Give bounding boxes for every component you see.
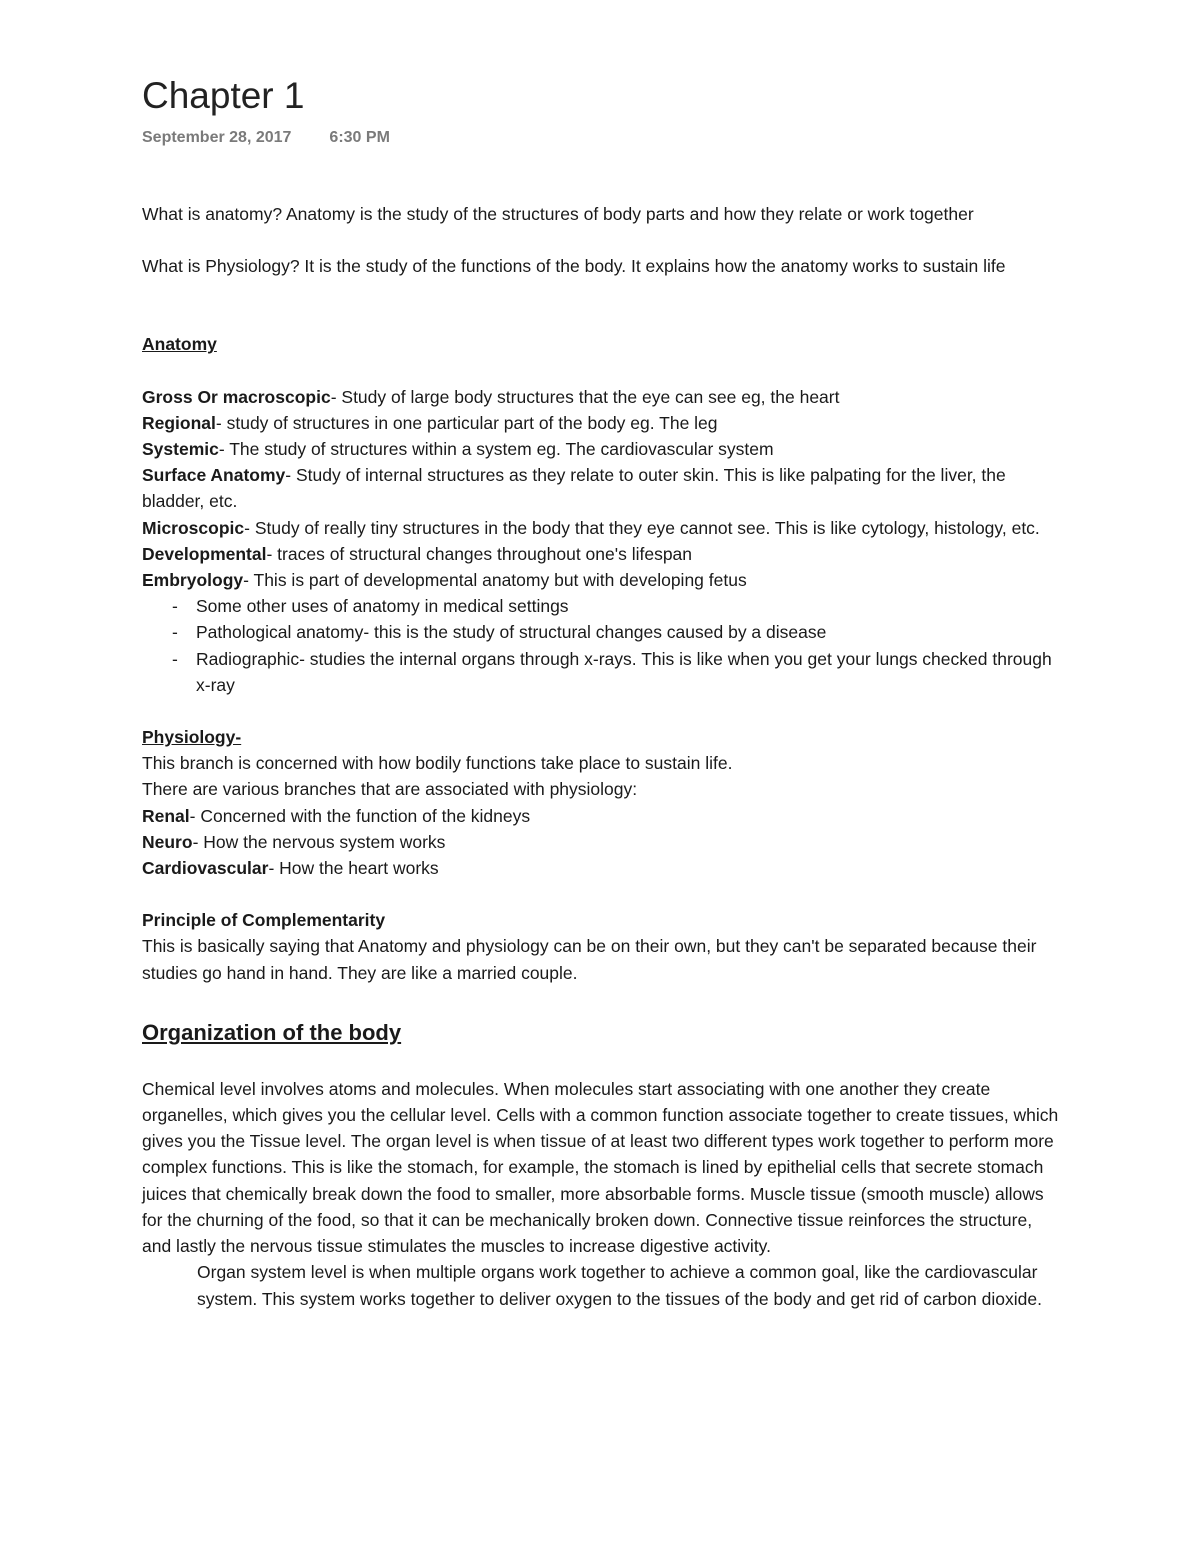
- organization-paragraph: Chemical level involves atoms and molecules. When molecules start associating with one another they create organelles, which gives you the cellular level. Cells with a common function associate together to create tissues, which gives you the Tissue level. The organ level is when tissue of at least two different types work together to perform more complex functions. This is like the stomach, for example, the stomach is lined by epithelial cells that secrete stomach juices that chemically break down the food to smaller, more absorbable forms. Muscle tissue (smooth muscle) allows for the churning of the food, so that it can be mechanically broken down. Connective tissue reinforces the structure, and lastly the nervous tissue stimulates the muscles to increase digestive activity.: [142, 1078, 1059, 1257]
- complementarity-heading: Principle of Complementarity: [142, 910, 386, 931]
- physiology-term-item: Neuro- How the nervous system works: [142, 831, 446, 852]
- anatomy-term-item: Embryology- This is part of developmental anatomy but with developing fetus: [142, 570, 747, 591]
- anatomy-term-item: Gross Or macroscopic- Study of large body structures that the eye can see eg, the heart: [142, 386, 840, 407]
- anatomy-terms: [142, 384, 1062, 594]
- organization-heading: Organization of the body: [142, 1019, 402, 1045]
- physiology-question: What is Physiology? It is the study of the functions of the body. It explains how the anatomy works to sustain life: [142, 256, 1006, 277]
- note-body: [142, 201, 1062, 1312]
- complementarity-text: This is basically saying that Anatomy and physiology can be on their own, but they can't be separated because their studies go hand in hand. They are like a married couple.: [142, 936, 1037, 983]
- note-date: September 28, 2017: [142, 129, 292, 146]
- physiology-line: There are various branches that are associated with physiology:: [142, 779, 638, 800]
- note-timestamp: [142, 126, 1062, 150]
- note-time: 6:30 PM: [329, 129, 390, 146]
- document-page: [142, 72, 1062, 1312]
- organization-paragraph-indented: Organ system level is when multiple organs work together to achieve a common goal, like the cardiovascular system. This system works together to deliver oxygen to the tissues of the body and get rid of carbon dioxide.: [197, 1262, 1042, 1309]
- anatomy-bullet-list: [142, 593, 1062, 698]
- anatomy-question: What is anatomy? Anatomy is the study of the structures of body parts and how they relate or work together: [142, 204, 974, 224]
- anatomy-heading: Anatomy: [142, 334, 217, 355]
- anatomy-term-item: Surface Anatomy- Study of internal structures as they relate to outer skin. This is like palpating for the liver, the bladder, etc.: [142, 465, 1006, 512]
- physiology-line: This branch is concerned with how bodily functions take place to sustain life.: [142, 753, 733, 774]
- page-title: Chapter 1: [142, 75, 305, 116]
- anatomy-term-item: Developmental- traces of structural changes throughout one's lifespan: [142, 543, 693, 564]
- physiology-heading: Physiology-: [142, 727, 242, 748]
- list-item: - Some other uses of anatomy in medical settings: [172, 593, 1062, 619]
- anatomy-term-item: Systemic- The study of structures within a system eg. The cardiovascular system: [142, 439, 774, 460]
- list-item: - Pathological anatomy- this is the study of structural changes caused by a disease: [172, 619, 1062, 645]
- physiology-term-item: Renal- Concerned with the function of the kidneys: [142, 805, 531, 826]
- anatomy-term-item: Microscopic- Study of really tiny structures in the body that they eye cannot see. This is like cytology, histology, etc.: [142, 517, 1040, 538]
- physiology-term-item: Cardiovascular- How the heart works: [142, 858, 439, 879]
- anatomy-term-item: Regional- study of structures in one particular part of the body eg. The leg: [142, 412, 718, 433]
- list-item: - Radiographic- studies the internal organs through x-rays. This is like when you get your lungs checked through x-ray: [172, 646, 1062, 698]
